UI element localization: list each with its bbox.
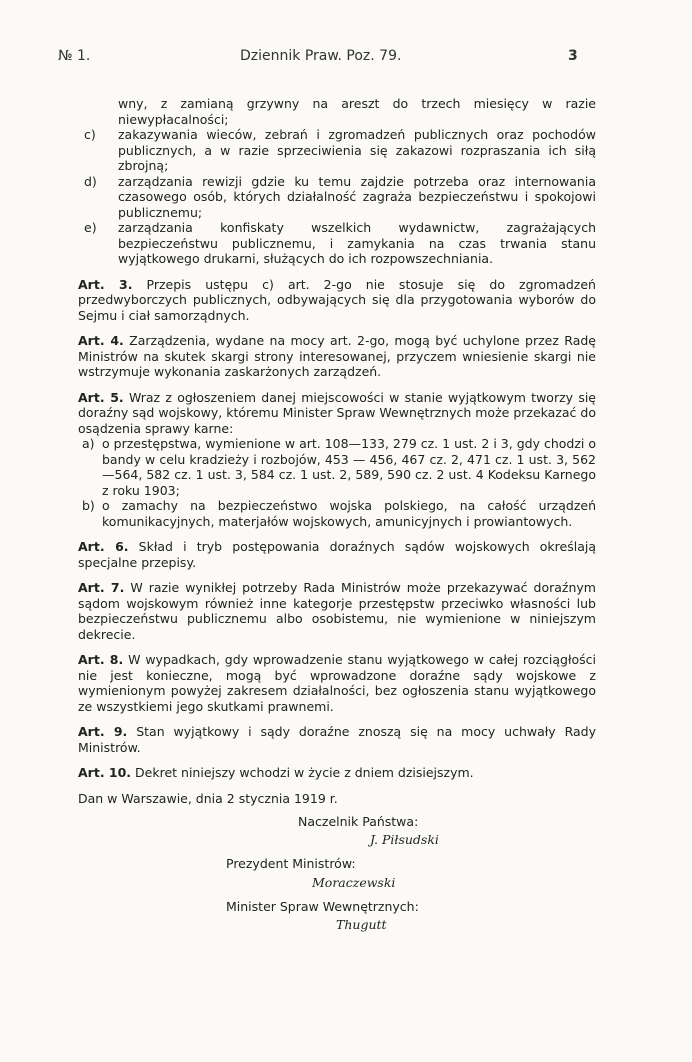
article-7 (78, 580, 596, 642)
article-5-list (78, 436, 596, 529)
date-line: Dan w Warszawie, dnia 2 stycznia 1919 r. (78, 790, 338, 806)
article-9-label: Art. 9. (78, 724, 128, 739)
article-7-label: Art. 7. (78, 580, 125, 595)
article-10 (78, 765, 596, 781)
list-item-d (78, 174, 596, 221)
article-5 (78, 390, 596, 437)
article-6 (78, 539, 596, 570)
journal-title: Dziennik Praw. Poz. 79. (240, 48, 402, 64)
document-body (78, 96, 596, 806)
list-marker-e: e) (84, 220, 97, 235)
list-text-c: zakazywania wieców, zebrań i zgromadzeń publicznych oraz pochodów publicznych, a w razie sprzeciwienia się zakazowi rozpraszania ich siłą zbrojną; (118, 127, 596, 173)
article-5-text-a: o przestępstwa, wymienione w art. 108—133, 279 cz. 1 ust. 2 i 3, gdy chodzi o bandy w celu kradzieży i rozbojów, 453 — 456, 467 cz. 2, 471 cz. 1 ust. 3, 562—564, 582 cz. 1 ust. 3, 584 cz. 1 ust. 2, 589, 590 cz. 2 ust. 4 Kodeksu Karnego z roku 1903; (102, 436, 596, 498)
article-9-text: Stan wyjątkowy i sądy doraźne znoszą się na mocy uchwały Rady Ministrów. (78, 724, 596, 755)
issue-number: № 1. (58, 48, 91, 64)
prime-minister-title: Prezydent Ministrów: (226, 856, 356, 871)
article-5-text-b: o zamachy na bezpieczeństwo wojska polskiego, na całość urządzeń komunikacyjnych, materjałów wojskowych, amunicyjnych i prowiantowych. (102, 498, 596, 529)
interior-minister-title: Minister Spraw Wewnętrznych: (226, 899, 419, 914)
article-8 (78, 652, 596, 714)
article-5-item-a (78, 436, 596, 498)
list-text-e: zarządzania konfiskaty wszelkich wydawnictw, zagrażających bezpieczeństwu publicznemu, i zamykania na czas trwania stanu wyjątkowego drukarni, służących do ich rozpowszechniania. (118, 220, 596, 266)
article-4-label: Art. 4. (78, 333, 124, 348)
article-9 (78, 724, 596, 755)
article-5-item-b (78, 498, 596, 529)
article-8-text: W wypadkach, gdy wprowadzenie stanu wyjątkowego w całej rozciągłości nie jest konieczne, mogą być wprowadzone doraźne sądy wojskowe z wymienionym powyżej zakresem działalności, bez ogłoszenia stanu wyjątkowego ze wszystkiemi jego skutkami prawnemi. (78, 652, 596, 714)
article-4 (78, 333, 596, 380)
list-marker-d: d) (84, 173, 97, 189)
article-5-marker-a: a) (82, 436, 95, 451)
head-of-state-title: Naczelnik Państwa: (298, 814, 419, 829)
article-5-label: Art. 5. (78, 389, 124, 405)
article-10-label: Art. 10. (78, 765, 132, 780)
article-3-text: Przepis ustępu c) art. 2-go nie stosuje się do zgromadzeń przedwyborczych publicznych, odbywających się dla przygotowania wyborów do Sejmu i ciał samorządnych. (78, 276, 596, 323)
list-marker-c: c) (84, 127, 96, 142)
article-6-text: Skład i tryb postępowania doraźnych sądów wojskowych określają specjalne przepisy. (78, 539, 596, 570)
head-of-state-signature: J. Piłsudski (370, 832, 439, 847)
list-item-b-continuation: wny, z zamianą grzywny na areszt do trzech miesięcy w razie niewypłacalności; (118, 96, 596, 127)
article-3-label: Art. 3. (78, 276, 133, 292)
article-7-text: W razie wynikłej potrzeby Rada Ministrów może przekazywać doraźnym sądom wojskowym również inne kategorje przestępstw przeciwko własności lub bezpieczeństwu publicznemu albo osobistemu, nie wymienione w niniejszym dekrecie. (78, 580, 596, 642)
article-6-label: Art. 6. (78, 539, 129, 554)
list-item-c (78, 127, 596, 174)
article-5-marker-b: b) (82, 498, 95, 513)
article-3 (78, 277, 596, 324)
list-item-e (78, 220, 596, 267)
prime-minister-signature: Moraczewski (312, 875, 396, 890)
article-8-label: Art. 8. (78, 652, 124, 667)
article-10-text: Dekret niniejszy wchodzi w życie z dniem dzisiejszym. (135, 765, 474, 780)
page-number: 3 (568, 48, 578, 64)
interior-minister-signature: Thugutt (336, 917, 387, 932)
article-4-text: Zarządzenia, wydane na mocy art. 2-go, mogą być uchylone przez Radę Ministrów na skutek skargi strony interesowanej, przyczem wniesienie skargi nie wstrzymuje wykonania zaskarżonych zarządzeń. (78, 333, 596, 379)
article-5-text: Wraz z ogłoszeniem danej miejscowości w stanie wyjątkowym tworzy się doraźny sąd wojskowy, któremu Minister Spraw Wewnętrznych może przekazać do osądzenia sprawy karne: (78, 389, 596, 436)
list-text-d: zarządzania rewizji gdzie ku temu zajdzie potrzeba oraz internowania czasowego osób, których działalność zagraża bezpieczeństwu i spokojowi publicznemu; (118, 173, 596, 220)
